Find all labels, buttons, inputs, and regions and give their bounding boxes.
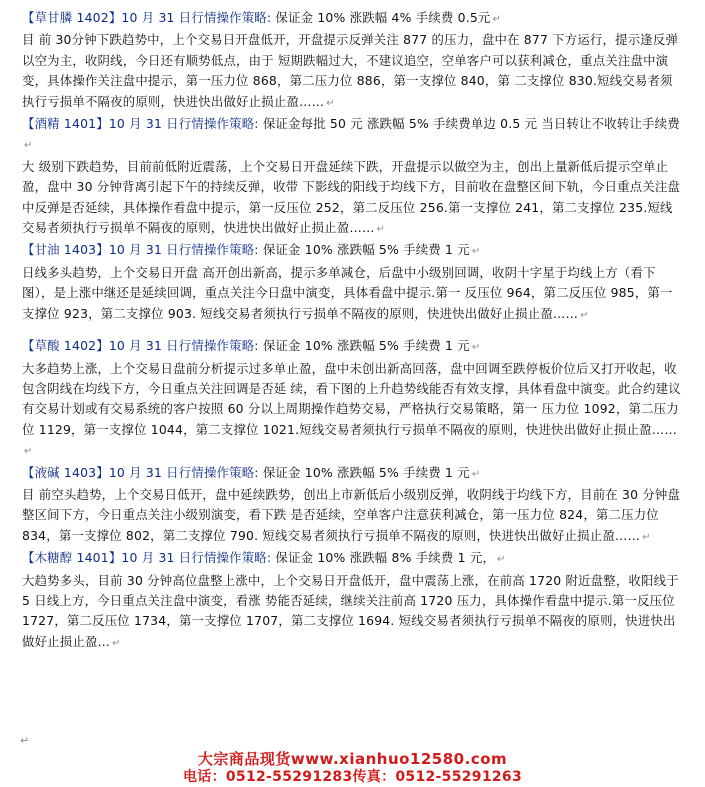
- strategy-section-alcohol: [22, 114, 682, 240]
- return-mark-icon: ↵: [376, 224, 386, 236]
- section-header-info: 保证金每批 50 元 涨跌幅 5% 手续费单边 0.5 元 当日转让不收转让手续费: [258, 116, 680, 132]
- return-mark-icon: ↵: [497, 554, 506, 566]
- return-mark-icon: ↵: [492, 14, 502, 25]
- section-header-info: 保证金 10% 涨跌幅 5% 手续费 1 元: [258, 464, 470, 480]
- footer-website: 大宗商品现货www.xianhuo12580.com: [197, 750, 508, 768]
- return-mark-icon: ↵: [471, 468, 481, 480]
- section-body: 大趋势多头，目前 30 分钟高位盘整上涨中，上个交易日开盘低开，盘中震荡上涨，在前高 1720 附近盘整，收阳线于 5 日线上方，今日重点关注盘中演变，看涨 势能否延续，继续关注前高 1720 压力，具体操作看盘中提示.第一反压位 1727，第二反压位 1734，第一支撑位 1707，第二支撑位 1694. 短线交易者须执行亏损单不隔夜的原则，快进快出做好止损止盈…: [22, 572, 679, 649]
- section-title: 【草酸 1402】10 月 31 日行情操作策略:: [22, 338, 259, 354]
- strategy-section-glycerol: [22, 240, 682, 326]
- strategy-section-xylitol: [22, 548, 682, 654]
- section-header-info: 保证金 10% 涨跌幅 5% 手续费 1 元: [258, 242, 470, 258]
- strategy-section-glyphosate: [22, 8, 682, 114]
- return-mark-icon: ↵: [580, 309, 589, 321]
- return-mark-icon: ↵: [471, 246, 481, 258]
- section-body: 日线多头趋势，上个交易日开盘 高开创出新高，提示多单减仓，后盘中小级别回调，收阴十字星于均线上方（看下图），是上涨中继还是延续回调，重点关注今日盘中演变，具体看盘中提示.第一 反压位 964，第二反压位 985，第一支撑位 923，第二支撑位 903. 短线交易者须执行亏损单不隔夜的原则，快进快出做好止损止盈……: [22, 264, 673, 321]
- section-title: 【甘油 1403】10 月 31 日行情操作策略:: [22, 242, 259, 258]
- section-header-info: 保证金 10% 涨跌幅 8% 手续费 1 元，: [271, 550, 496, 566]
- return-mark-icon: ↵: [642, 531, 651, 543]
- return-mark-icon: ↵: [326, 97, 335, 109]
- strategy-section-caustic-soda: [22, 463, 682, 549]
- section-title: 【木糖醇 1401】10 月 31 日行情操作策略:: [22, 550, 272, 566]
- return-mark-icon: ↵: [24, 140, 33, 152]
- section-body: 大 级别下跌趋势，目前前低附近震荡，上个交易日开盘延续下跌，开盘提示以做空为主，创出上量新低后提示空单止盈，盘中 30 分钟背离引起下午的持续反弹，收带 下影线的阳线于均线下方，目前收在盘整区间下轨，今日重点关注盘中反弹是否延续，具体操作看盘中提示，第一反压位 252，第二反压位 256.第一支撑位 241，第二支撑位 235.短线交易者须执行亏损单不隔夜的原则，快进快出做好止损止盈……: [22, 158, 681, 236]
- section-title: 【液碱 1403】10 月 31 日行情操作策略:: [22, 464, 259, 480]
- document-body: [22, 8, 682, 654]
- section-header-info: 保证金 10% 涨跌幅 5% 手续费 1 元: [258, 338, 470, 354]
- section-body: 大多趋势上涨，上个交易日盘前分析提示过多单止盈，盘中未创出新高回落，盘中回调至跌停板价位后又打开收起，收包含阴线在均线下方，今日重点关注回调是否延 续，看下图的上升趋势线能否有效支撑，具体看盘中演变。此合约建议有交易计划或有交易系统的客户按照 60 分以上周期操作趋势交易，严格执行交易策略，第一 压力位 1092，第二压力位 1129，第一支撑位 1044，第二支撑位 1021.短线交易者须执行亏损单不隔夜的原则，快进快出做好止损止盈……: [22, 360, 681, 437]
- return-mark-icon: ↵: [112, 637, 121, 649]
- footer-phone-fax: 电话：0512-55291283传真：0512-55291263: [182, 769, 522, 785]
- return-mark-icon: ↵: [24, 446, 33, 458]
- section-body: 目 前 30分钟下跌趋势中，上个交易日开盘低开，开盘提示反弹关注 877 的压力，盘中在 877 下方运行，提示逢反弹以空为主，收阴线，今日还有顺势低点，由于 短期跌幅过大，不建议追空，空单客户可以获利减仓，重点关注盘中演变，具体操作关注盘中提示，第一压力位 868，第二压力位 886，第一支撑位 840，第 二支撑位 830.短线交易者须执行亏损单不隔夜的原则，快进快出做好止损止盈……: [22, 32, 679, 109]
- section-header-info: 保证金 10% 涨跌幅 4% 手续费 0.5元: [271, 10, 491, 25]
- return-mark-icon: ↵: [471, 342, 481, 354]
- return-mark-icon: ↵: [20, 734, 30, 747]
- strategy-section-oxalic-acid: [22, 336, 682, 462]
- section-title: 【草甘膦 1402】10 月 31 日行情操作策略:: [22, 10, 272, 25]
- section-title: 【酒精 1401】10 月 31 日行情操作策略:: [22, 116, 259, 132]
- section-body: 目 前空头趋势，上个交易日低开，盘中延续跌势，创出上市新低后小级别反弹，收阴线于均线下方，目前在 30 分钟盘整区间下方，今日重点关注小级别演变，看下跌 是否延续，空单客户注意获利减仓，第一压力位 824，第二压力位 834，第一支撑位 802，第二支撑位 790. 短线交易者须执行亏损单不隔夜的原则，快进快出做好止损止盈……: [22, 486, 681, 543]
